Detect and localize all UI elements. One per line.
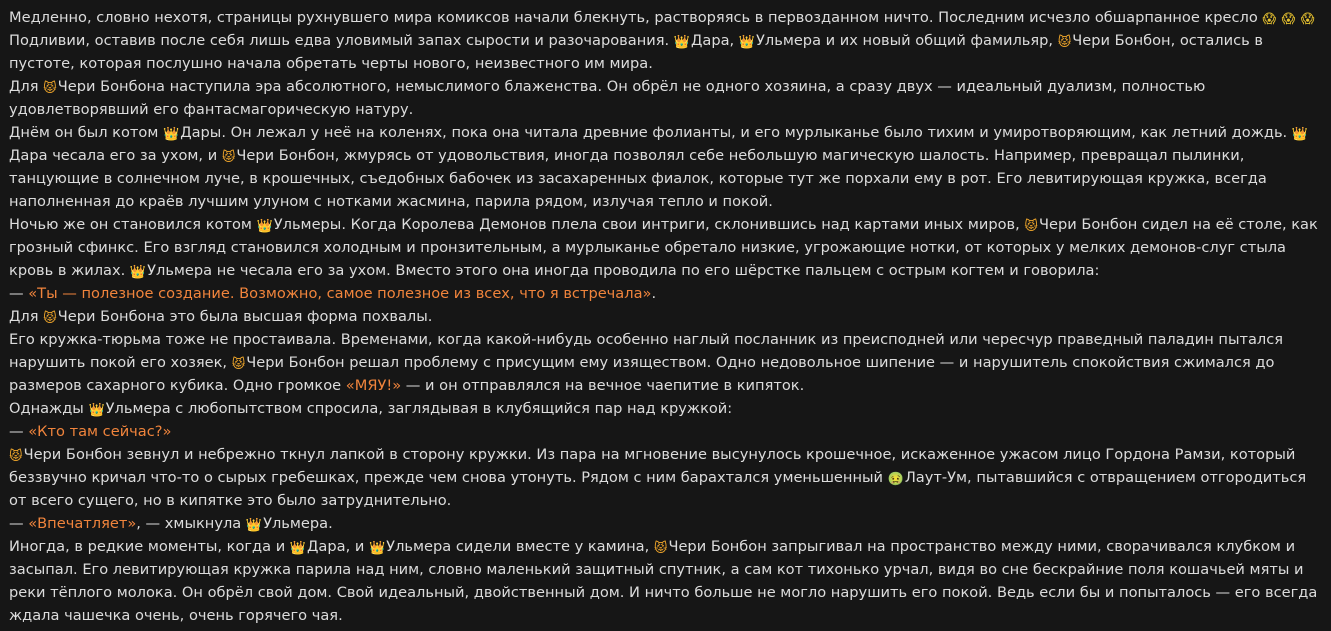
narration-text: Для: [9, 308, 44, 325]
narration-text: Дара чесала его за ухом, и: [9, 147, 222, 164]
narration-text: Медленно, словно нехотя, страницы рухнувшего мира комиксов начали блекнуть, растворяясь в первозданном ничто. Последним исчезло обшарпанное кресло: [9, 9, 1263, 26]
cat-emoji-icon: 😾: [1024, 219, 1038, 234]
story-paragraph: [9, 328, 1331, 397]
dialogue-quote: «Кто там сейчас?»: [28, 423, 172, 440]
crown-emoji-icon: 👑: [245, 518, 263, 533]
goblin-emoji-icon: 🤢: [887, 472, 904, 487]
narration-text: Ульмера с любопытством спросила, заглядывая в клубящийся пар над кружкой:: [105, 400, 733, 417]
narration-text: Чери Бонбон запрыгивал на пространство между ними, сворачивался клубком и засыпал. Его левитирующая кружка парила над ним, словно маленький защитный спутник, а сам кот тихонько урчал, видя во сне бескрайние поля кошачьей мяты и реки тёплого молока. Он обрёл свой дом. Свой идеальный, двойственный дом. И ничто больше не могло нарушить его покой. Ведь если бы и попыталось — его всегда ждала чашечка очень, очень горячего чая.: [9, 538, 1318, 624]
narration-text: Ульмера не чесала его за ухом. Вместо этого она иногда проводила по его шёрстке пальцем с острым когтем и говорила:: [147, 262, 1100, 279]
narration-text: —: [9, 515, 29, 532]
narration-text: Дара, и: [307, 538, 369, 555]
story-paragraph: [9, 305, 1331, 328]
narration-text: —: [9, 423, 29, 440]
story-paragraph: [9, 420, 1331, 443]
story-paragraph: [9, 6, 1331, 75]
narration-text: Чери Бонбона это была высшая форма похвалы.: [57, 308, 433, 325]
story-paragraph: [9, 397, 1331, 420]
scream-emoji-icon: 😱: [1262, 12, 1277, 27]
cat-emoji-icon: 😾: [653, 541, 668, 556]
story-paragraph: [9, 443, 1331, 512]
crown-emoji-icon: 👑: [88, 403, 105, 418]
crown-emoji-icon: 👑: [163, 127, 180, 142]
narration-text: Лаут-Ум, пытавшийся с отвращением отгородиться от всего сущего, но в кипятке это было затруднительно.: [9, 469, 1307, 509]
cat-emoji-icon: 😾: [231, 357, 246, 372]
cat-emoji-icon: 😾: [1057, 35, 1072, 50]
narration-text: , — хмыкнула: [136, 515, 246, 532]
narration-text: — и он отправлялся на вечное чаепитие в кипяток.: [401, 377, 805, 394]
crown-emoji-icon: 👑: [673, 35, 690, 50]
narration-text: Дары. Он лежал у неё на коленях, пока она читала древние фолианты, и его мурлыканье было тихим и умиротворяющим, как летний дождь.: [180, 124, 1292, 141]
narration-text: Чери Бонбон, остались в пустоте, которая послушно начала обретать черты нового, неизвестного им мира.: [9, 32, 1263, 72]
cat-emoji-icon: 😾: [43, 81, 57, 96]
story-paragraph: [9, 213, 1331, 282]
crown-emoji-icon: 👑: [256, 219, 273, 234]
narration-text: Чери Бонбона наступила эра абсолютного, немыслимого блаженства. Он обрёл не одного хозяина, а сразу двух — идеальный дуализм, полностью удовлетворявший его фантасмагорическую натуру.: [9, 78, 1206, 118]
narration-text: Ночью же он становился котом: [9, 216, 257, 233]
story-text: [9, 6, 1331, 627]
dialogue-quote: «Впечатляет»: [28, 515, 137, 532]
crown-emoji-icon: 👑: [1291, 127, 1309, 142]
narration-text: Однажды: [9, 400, 89, 417]
narration-text: Ульмера и их новый общий фамильяр,: [756, 32, 1058, 49]
narration-text: —: [9, 285, 29, 302]
narration-text: Подливии, оставив после себя лишь едва уловимый запах сырости и разочарования.: [9, 32, 674, 49]
scream-emoji-icon: 😱: [1300, 12, 1315, 27]
crown-emoji-icon: 👑: [368, 541, 386, 556]
story-paragraph: [9, 535, 1331, 627]
cat-emoji-icon: 😾: [43, 311, 57, 326]
scream-emoji-icon: 😱: [1281, 12, 1296, 27]
narration-text: Ульмера.: [263, 515, 333, 532]
narration-text: Ульмера сидели вместе у камина,: [386, 538, 654, 555]
narration-text: Его кружка-тюрьма тоже не простаивала. Временами, когда какой-нибудь особенно наглый посланник из преисподней или чересчур праведный паладин пытался нарушить покой его хозяек,: [9, 331, 1284, 371]
dialogue-quote: «Ты — полезное создание. Возможно, самое полезное из всех, что я встречала»: [28, 285, 652, 302]
narration-text: Иногда, в редкие моменты, когда и: [9, 538, 290, 555]
narration-text: .: [651, 285, 657, 302]
crown-emoji-icon: 👑: [129, 265, 147, 280]
story-paragraph: [9, 121, 1331, 213]
story-paragraph: [9, 282, 1331, 305]
dialogue-quote: «МЯУ!»: [345, 377, 402, 394]
narration-text: Днём он был котом: [9, 124, 163, 141]
narration-text: Для: [9, 78, 44, 95]
narration-text: Чери Бонбон решал проблему с присущим ему изяществом. Одно недовольное шипение — и нарушитель спокойствия сжимался до размеров сахарного кубика. Одно громкое: [9, 354, 1275, 394]
narration-text: Ульмеры. Когда Королева Демонов плела свои интриги, склонившись над картами иных миров,: [273, 216, 1025, 233]
cat-emoji-icon: 😾: [221, 150, 236, 165]
narration-text: Чери Бонбон сидел на её столе, как грозный сфинкс. Его взгляд становился холодным и пронзительным, а мурлыканье обретало низкие, угрожающие нотки, от которых у мелких демонов-слуг стыла кровь в жилах.: [9, 216, 1318, 279]
story-paragraph: [9, 75, 1331, 121]
cat-emoji-icon: 😾: [9, 449, 23, 464]
narration-text: Дара,: [690, 32, 739, 49]
crown-emoji-icon: 👑: [738, 35, 755, 50]
crown-emoji-icon: 👑: [289, 541, 307, 556]
story-paragraph: [9, 512, 1331, 535]
narration-text: Чери Бонбон зевнул и небрежно ткнул лапкой в сторону кружки. Из пара на мгновение высунулось крошечное, искаженное ужасом лицо Гордона Рамзи, который беззвучно кричал что-то о сырых гребешках, прежде чем снова утонуть. Рядом с ним барахтался уменьшенный: [9, 446, 1296, 486]
narration-text: Чери Бонбон, жмурясь от удовольствия, иногда позволял себе небольшую магическую шалость. Например, превращал пылинки, танцующие в солнечном луче, в крошечных, съедобных бабочек из засахаренных фиалок, которые тут же порхали ему в рот. Его левитирующая кружка, всегда наполненная до краёв лучшим улуном с нотками жасмина, парила рядом, излучая тепло и покой.: [9, 147, 1267, 210]
